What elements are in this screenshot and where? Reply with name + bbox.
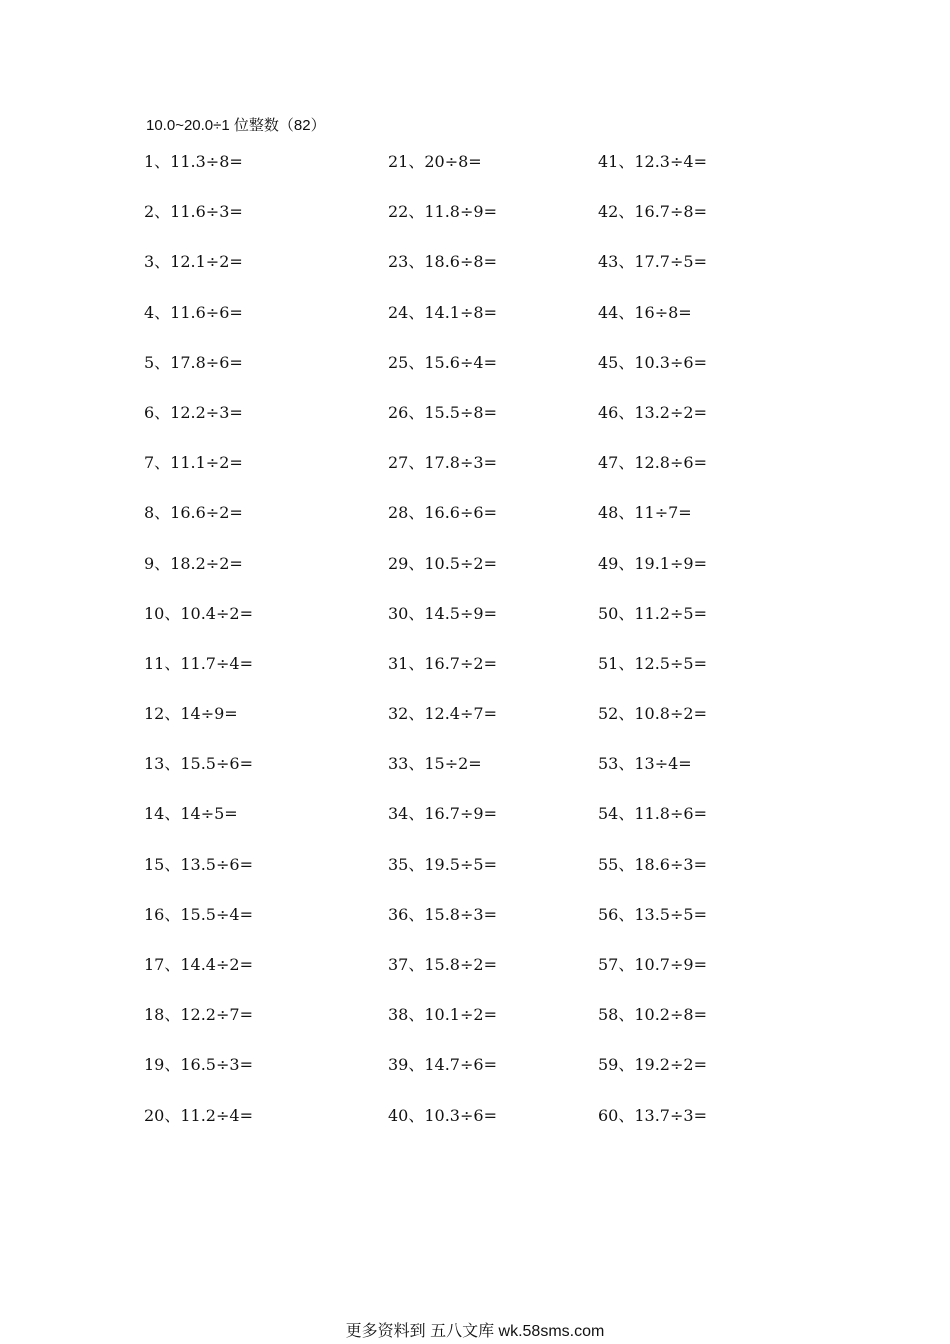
problem-item: 29、10.5÷2=	[388, 553, 497, 573]
problem-item: 51、12.5÷5=	[598, 653, 707, 673]
problem-item: 36、15.8÷3=	[388, 904, 497, 924]
problem-item: 42、16.7÷8=	[598, 202, 707, 222]
problem-item: 38、10.1÷2=	[388, 1005, 497, 1025]
problem-item: 10、10.4÷2=	[144, 603, 253, 623]
problem-item: 58、10.2÷8=	[598, 1005, 707, 1025]
problem-item: 41、12.3÷4=	[598, 152, 707, 171]
problem-item: 30、14.5÷9=	[388, 603, 497, 623]
problem-item: 55、18.6÷3=	[598, 854, 707, 874]
problem-item: 7、11.1÷2=	[144, 453, 243, 473]
problem-item: 9、18.2÷2=	[144, 553, 243, 573]
footer-watermark: 更多资料到 五八文库 wk.58sms.com	[345, 1323, 605, 1340]
problem-item: 5、17.8÷6=	[144, 352, 243, 372]
problem-item: 1、11.3÷8=	[144, 152, 243, 171]
problem-item: 17、14.4÷2=	[144, 955, 253, 974]
problem-item: 39、14.7÷6=	[388, 1055, 497, 1075]
problem-item: 33、15÷2=	[388, 754, 482, 774]
problem-item: 8、16.6÷2=	[144, 503, 243, 523]
problem-item: 19、16.5÷3=	[144, 1055, 253, 1075]
problem-item: 3、12.1÷2=	[144, 252, 243, 272]
problem-item: 24、14.1÷8=	[388, 302, 497, 322]
problem-item: 40、10.3÷6=	[388, 1105, 497, 1125]
problem-item: 48、11÷7=	[598, 503, 692, 523]
problem-column-3	[598, 150, 707, 1154]
problem-item: 60、13.7÷3=	[598, 1105, 707, 1125]
problem-item: 6、12.2÷3=	[144, 402, 243, 422]
problem-item: 11、11.7÷4=	[144, 653, 253, 673]
problem-column-2	[388, 150, 497, 1154]
problem-item: 54、11.8÷6=	[598, 804, 707, 824]
problem-item: 13、15.5÷6=	[144, 754, 253, 774]
problem-item: 14、14÷5=	[144, 804, 238, 824]
problem-item: 27、17.8÷3=	[388, 453, 497, 473]
problem-item: 18、12.2÷7=	[144, 1005, 253, 1025]
problem-item: 34、16.7÷9=	[388, 804, 497, 824]
problem-item: 20、11.2÷4=	[144, 1105, 253, 1125]
problem-item: 50、11.2÷5=	[598, 603, 707, 623]
problem-item: 2、11.6÷3=	[144, 202, 243, 222]
problem-item: 47、12.8÷6=	[598, 453, 707, 473]
problem-item: 46、13.2÷2=	[598, 402, 707, 422]
problem-item: 16、15.5÷4=	[144, 904, 253, 924]
problem-item: 56、13.5÷5=	[598, 904, 707, 924]
problem-item: 31、16.7÷2=	[388, 653, 497, 673]
problem-item: 23、18.6÷8=	[388, 252, 497, 272]
problem-item: 49、19.1÷9=	[598, 553, 707, 573]
problem-item: 57、10.7÷9=	[598, 955, 707, 974]
problem-item: 59、19.2÷2=	[598, 1055, 707, 1075]
problem-item: 4、11.6÷6=	[144, 302, 243, 322]
problem-column-1	[144, 150, 253, 1154]
problem-item: 22、11.8÷9=	[388, 202, 497, 222]
problem-item: 12、14÷9=	[144, 704, 238, 724]
page-title: 10.0~20.0÷1 位整数（82）	[146, 117, 326, 134]
problem-item: 21、20÷8=	[388, 152, 482, 171]
problem-item: 45、10.3÷6=	[598, 352, 707, 372]
problem-item: 25、15.6÷4=	[388, 352, 497, 372]
problem-item: 15、13.5÷6=	[144, 854, 253, 874]
problem-item: 26、15.5÷8=	[388, 402, 497, 422]
problem-item: 37、15.8÷2=	[388, 955, 497, 974]
problem-item: 43、17.7÷5=	[598, 252, 707, 272]
problem-item: 53、13÷4=	[598, 754, 692, 774]
problem-item: 32、12.4÷7=	[388, 704, 497, 724]
problem-item: 52、10.8÷2=	[598, 704, 707, 724]
problem-item: 28、16.6÷6=	[388, 503, 497, 523]
problem-item: 44、16÷8=	[598, 302, 692, 322]
problem-item: 35、19.5÷5=	[388, 854, 497, 874]
